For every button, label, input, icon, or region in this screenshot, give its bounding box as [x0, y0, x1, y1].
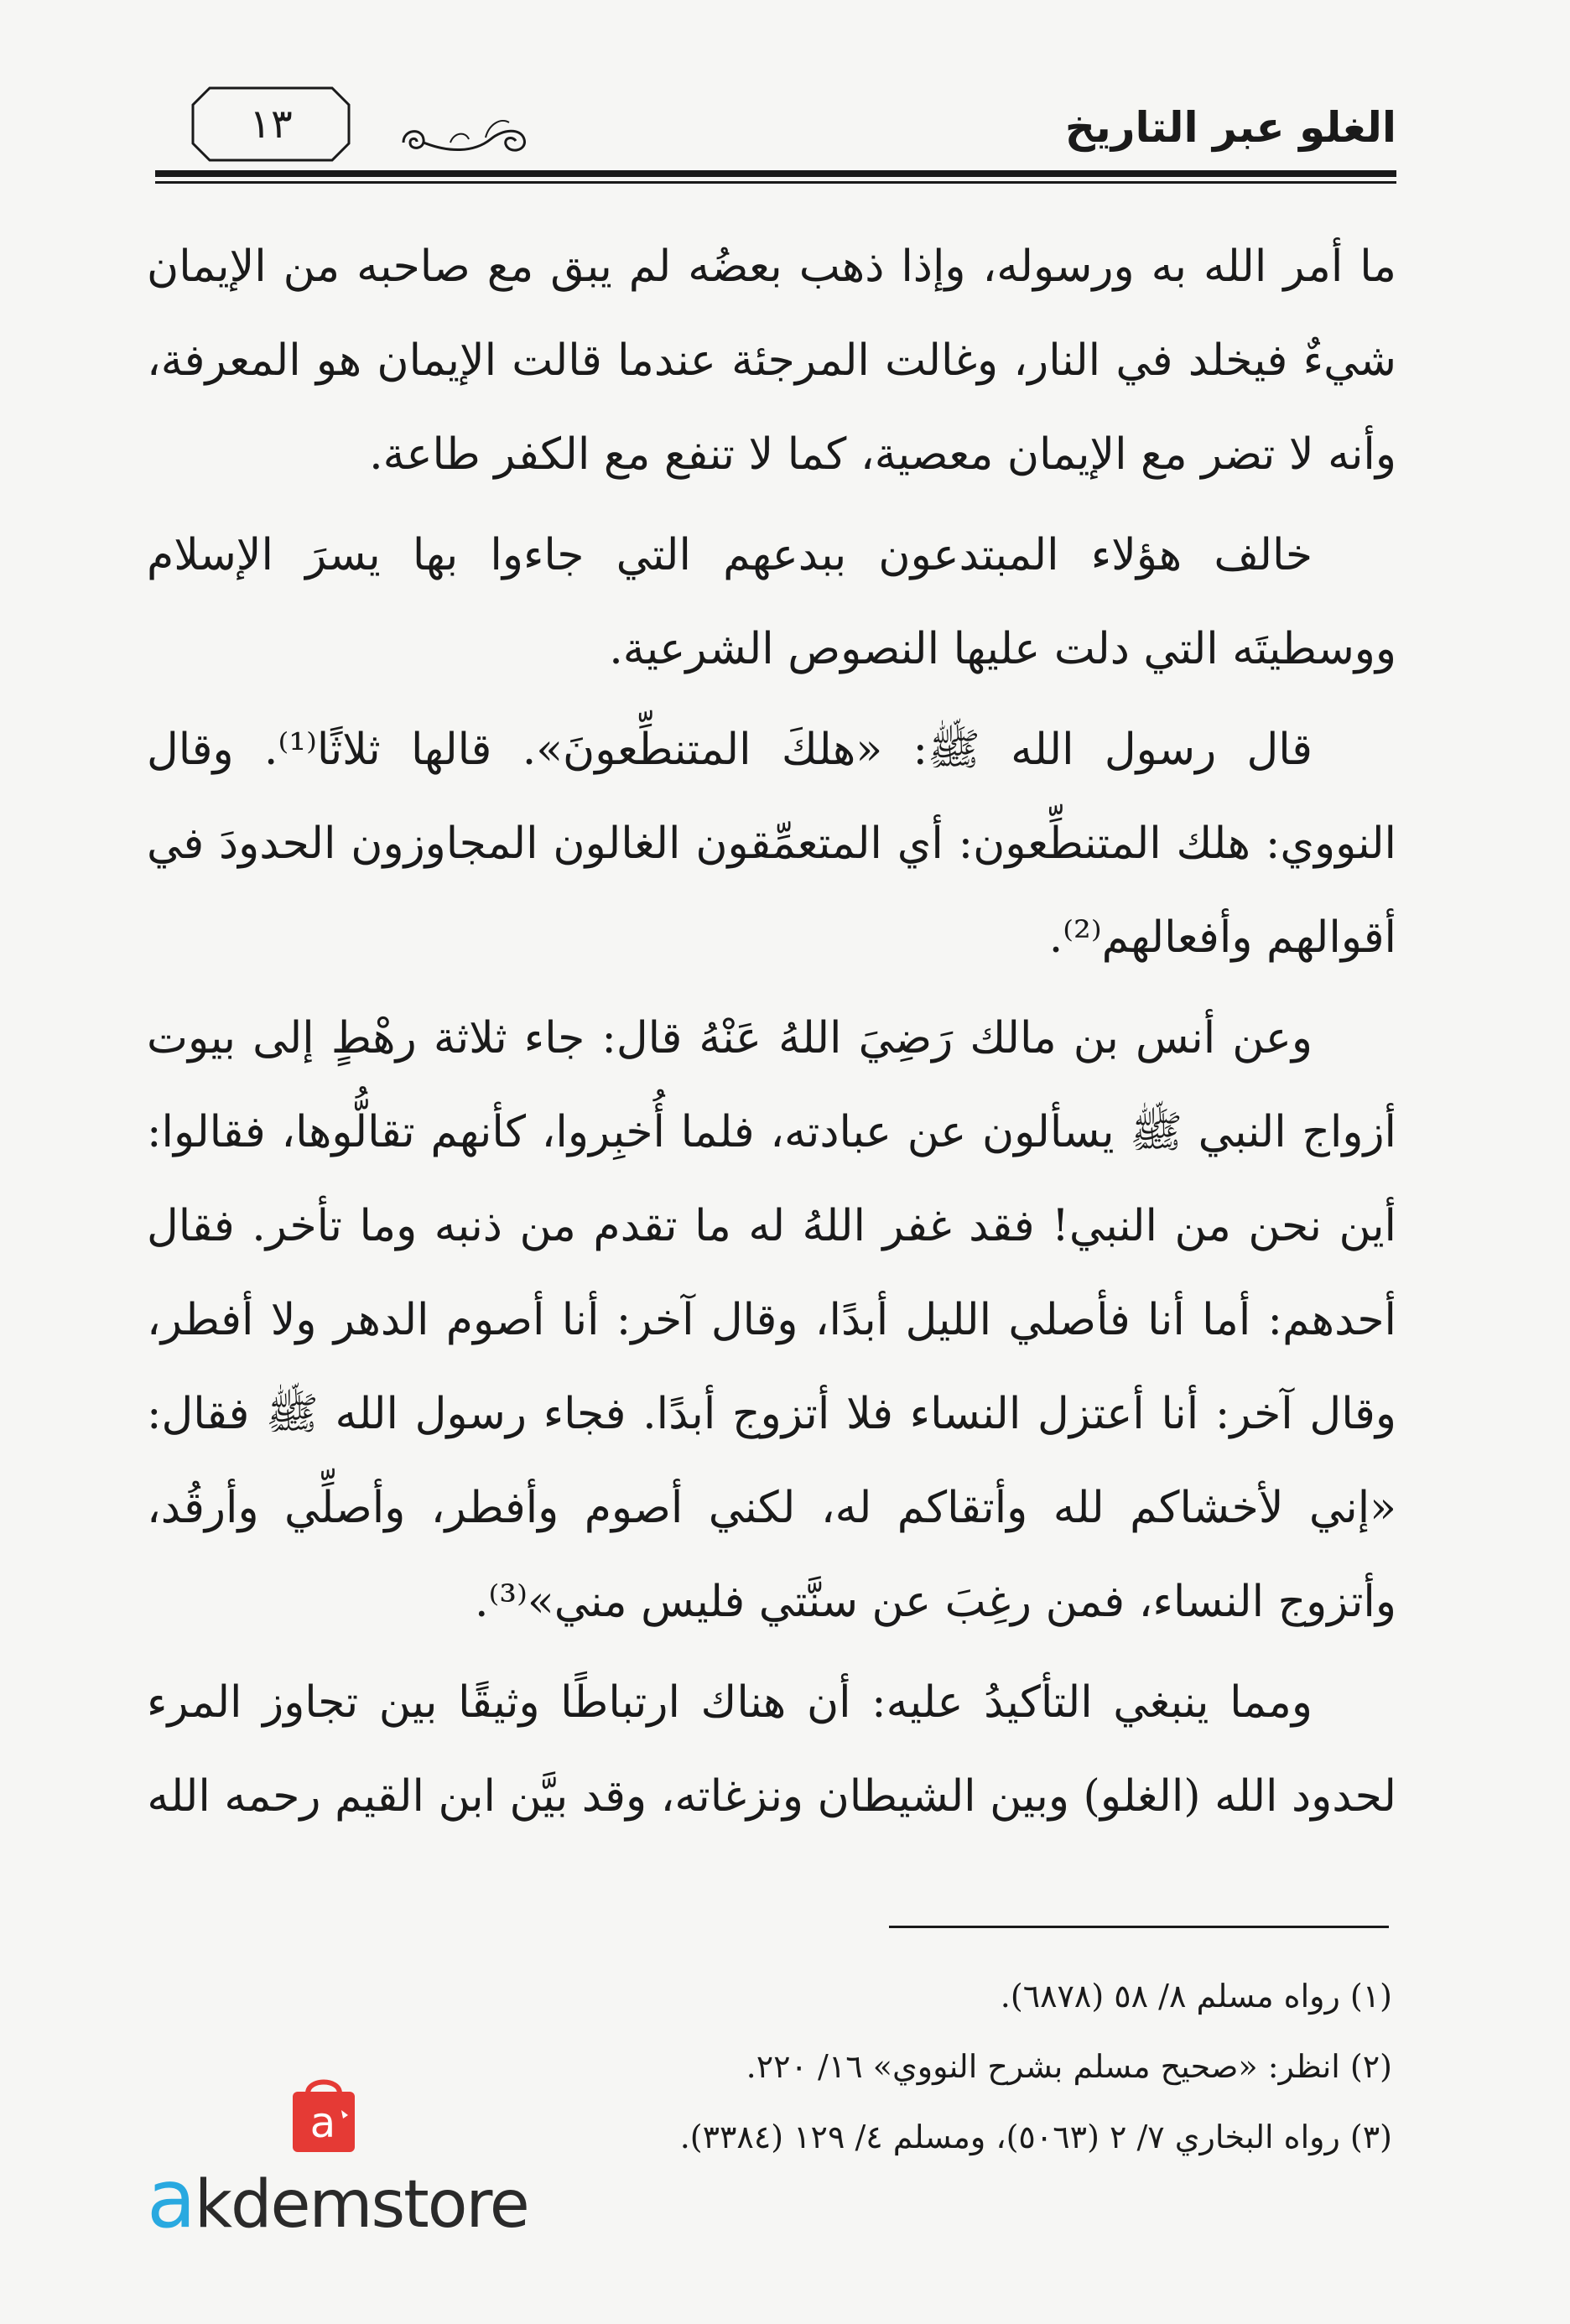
footnote-1: (١) رواه مسلم ٨/ ٥٨ (٦٨٧٨). [1000, 1978, 1392, 2015]
header-rule-thin [155, 181, 1396, 184]
footnotes [503, 1961, 1392, 2172]
footnote-separator [889, 1926, 1389, 1928]
flourish-ornament-icon [398, 109, 533, 168]
footnote-2: (٢) انظر: «صحيح مسلم بشرح النووي» ١٦/ ٢٢٠. [746, 2048, 1392, 2085]
paragraph-2: خالف هؤلاء المبتدعون ببدعهم التي جاءوا بها يسرَ الإسلام ووسطيتَه التي دلت عليها النصوص الشرعية. [147, 530, 1396, 674]
watermark-brand-text [147, 2152, 528, 2246]
footnote-3: (٣) رواه البخاري ٧/ ٢ (٥٠٦٣)، ومسلم ٤/ ١٢٩ (٣٣٨٤). [679, 2119, 1392, 2155]
paragraph-4: وعن أنس بن مالك رَضِيَ اللهُ عَنْهُ قال: جاء ثلاثة رهْطٍ إلى بيوت أزواج النبي ﷺ يسألون عن عبادته، فلما أُخبِروا، كأنهم تقالُّوها، فقالوا: أين نحن من النبي! فقد غفر اللهُ له ما تقدم من ذنبه وما تأخر. فقال أحدهم: أما أنا فأصلي الليل أبدًا، وقال آخر: أنا أصوم الدهر ولا أفطر، وقال آخر: أنا أعتزل النساء فلا أتزوج أبدًا. فجاء رسول الله ﷺ فقال: «إني لأخشاكم لله وأتقاكم له، لكني أصوم وأفطر، وأصلِّي وأرقُد، وأتزوج النساء، فمن رغِبَ عن سنَّتي فليس مني»⁽³⁾. [147, 1013, 1396, 1627]
page-header [155, 80, 1396, 189]
page-number-frame [191, 86, 351, 162]
page-number: ١٣ [249, 101, 293, 148]
main-text [147, 220, 1396, 1850]
paragraph-1: ما أمر الله به ورسوله، وإذا ذهب بعضُه لم يبق مع صاحبه من الإيمان شيءٌ فيخلد في النار، وغالت المرجئة عندما قالت الإيمان هو المعرفة، وأنه لا تضر مع الإيمان معصية، كما لا تنفع مع الكفر طاعة. [147, 242, 1396, 480]
watermark-accent-letter: a [147, 2152, 195, 2246]
paragraph-3: قال رسول الله ﷺ: «هلكَ المتنطِّعونَ». قالها ثلاثًا⁽¹⁾. وقال النووي: هلك المتنطِّعون: أي المتعمِّقون الغالون المجاوزون الحدودَ في أقوالهم وأفعالهم⁽²⁾. [147, 725, 1396, 963]
running-title: الغلو عبر التاريخ [1064, 103, 1396, 152]
bag-letter: a [309, 2098, 336, 2147]
watermark-brand-rest: kdemstore [194, 2167, 528, 2243]
paragraph-5: ومما ينبغي التأكيدُ عليه: أن هناك ارتباطًا وثيقًا بين تجاوز المرء لحدود الله (الغلو) وبين الشيطان ونزغاته، وقد بيَّن ابن القيم رحمه الله [147, 1677, 1396, 1822]
shopping-bag-icon [286, 2072, 361, 2155]
watermark-logo [147, 2072, 528, 2246]
header-rule-thick [155, 170, 1396, 177]
